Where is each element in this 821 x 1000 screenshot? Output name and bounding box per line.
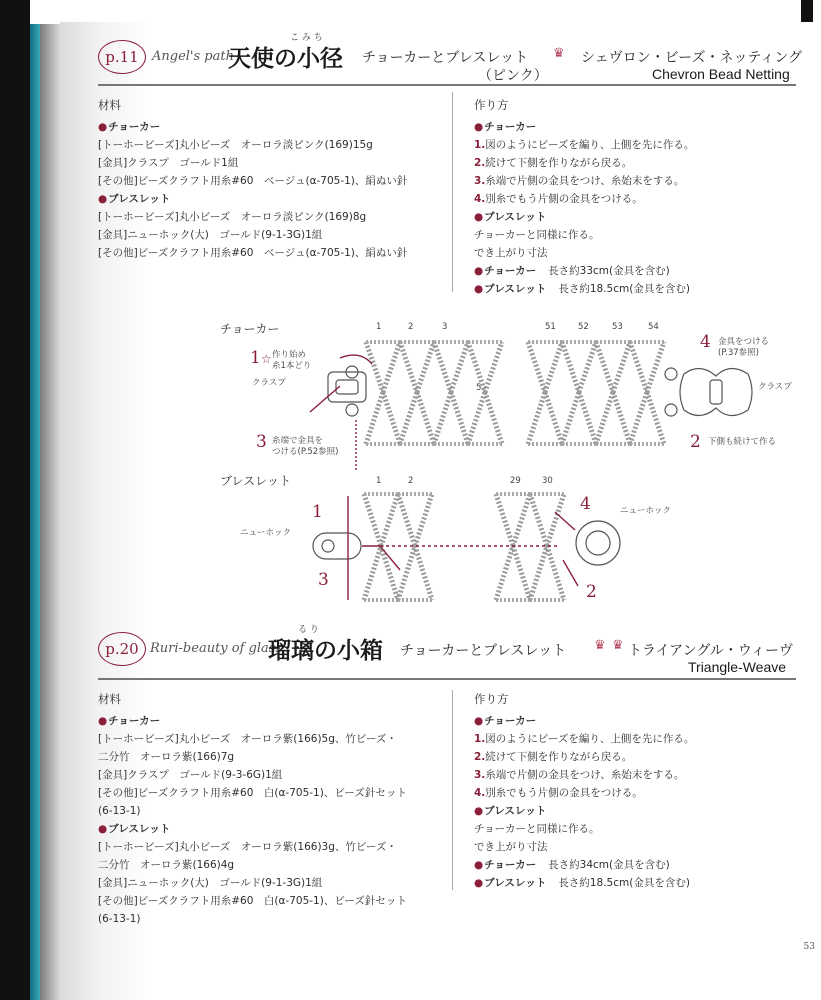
bead-strand — [596, 342, 613, 392]
clasps — [313, 366, 752, 565]
page-ref-badge — [98, 632, 146, 666]
hook-left-label: ニューホック — [240, 528, 292, 538]
step-number: 3. — [474, 769, 486, 781]
list-section-heading: ● チョーカー — [474, 712, 794, 730]
materials-heading: 材料 — [98, 692, 121, 706]
technique-en: Triangle-Weave — [688, 659, 787, 675]
step-2-number: 2 — [690, 432, 701, 452]
list-section-heading: ● ブレスレット — [98, 820, 448, 838]
size-value: 長さ約34cm(金具を含む) — [548, 859, 670, 871]
bead-strand — [545, 392, 562, 444]
column-number: 2 — [408, 476, 414, 486]
column-number: 2 — [408, 322, 414, 332]
bead-strand — [381, 494, 398, 546]
method-step — [474, 748, 794, 766]
size-value: 長さ約18.5cm(金具を含む) — [558, 283, 690, 295]
bead-strand — [545, 342, 562, 392]
bead-strand — [398, 494, 415, 546]
list-section-heading: ● ブレスレット — [474, 802, 794, 820]
bead-strand — [496, 546, 513, 600]
column-number: 1 — [376, 476, 382, 486]
clasp-left-label: クラスプ — [252, 378, 286, 388]
title-jp: 瑠璃の小箱 — [268, 638, 383, 664]
column-number: 1 — [376, 322, 382, 332]
bead-strand — [434, 342, 451, 392]
bead-strand — [383, 392, 400, 444]
step-number: 3. — [474, 175, 486, 187]
bead-strand — [451, 392, 468, 444]
bead-strand — [579, 342, 596, 392]
list-line: (6-13-1) — [98, 913, 141, 925]
list-line: でき上がり寸法 — [474, 841, 548, 853]
step-1-text: 1 — [250, 348, 261, 368]
step-number: 2. — [474, 751, 486, 763]
bead-strand — [366, 342, 383, 392]
subtitle-color: （ピンク） — [478, 68, 548, 84]
bead-strand — [417, 342, 434, 392]
list-line: (6-13-1) — [98, 805, 141, 817]
subtitle: チョーカーとブレスレット — [362, 50, 529, 66]
step-4-note — [718, 337, 769, 359]
subtitle: チョーカーとブレスレット — [400, 643, 567, 659]
list-section-heading: ● チョーカー — [98, 118, 448, 136]
choker-label: チョーカー — [220, 322, 280, 336]
list-line: [金具]ニューホック(大) ゴールド(9-1-3G)1組 — [98, 229, 323, 241]
bead-strand — [613, 392, 630, 444]
bead-strand — [381, 546, 398, 600]
left-clasp-ring — [346, 404, 358, 416]
finished-size — [474, 874, 794, 892]
list-line: [その他]ビーズクラフト用糸#60 ベージュ(α-705-1)、絹ぬい針 — [98, 247, 408, 259]
method-step — [474, 766, 794, 784]
step-number: 1. — [474, 733, 486, 745]
list-section-heading: ● ブレスレット — [98, 190, 448, 208]
bead-strand — [398, 546, 415, 600]
step-4-number: 4 — [700, 332, 711, 352]
technique-jp: トライアングル・ウィーヴ — [628, 643, 794, 659]
bead-strand — [485, 342, 502, 392]
list-section-heading: ● ブレスレット — [474, 208, 794, 226]
column-number: 53 — [612, 322, 623, 332]
bead-strand — [613, 342, 630, 392]
crown-icon: ♛ — [612, 638, 624, 653]
hook-left-ring — [322, 540, 334, 552]
list-line: [その他]ビーズクラフト用糸#60 白(α-705-1)、ビーズ針セット — [98, 895, 407, 907]
bead-strand — [630, 392, 647, 444]
bracelet-step-2: 2 — [586, 582, 597, 602]
bead-strand — [383, 342, 400, 392]
step-text: 続けて下側を作りながら戻る。 — [485, 751, 633, 763]
hook-right-label: ニューホック — [620, 506, 672, 516]
bead-strand — [596, 392, 613, 444]
clasp-right-label: クラスプ — [758, 382, 792, 392]
column-number: 52 — [578, 322, 589, 332]
step-number: 4. — [474, 787, 486, 799]
bead-strand — [485, 392, 502, 444]
method-heading: 作り方 — [474, 692, 509, 706]
list-line: [トーホービーズ]丸小ビーズ オーロラ紫(166)3g、竹ビーズ・ — [98, 841, 397, 853]
size-value: 長さ約18.5cm(金具を含む) — [558, 877, 690, 889]
thread-arrows — [310, 355, 578, 600]
right-clasp-ring — [665, 404, 677, 416]
hook-right-ring-inner — [586, 531, 610, 555]
title-en: Angel's path — [152, 49, 234, 64]
bead-strand — [434, 392, 451, 444]
bead-strand — [364, 546, 381, 600]
bead-strand — [513, 494, 530, 546]
bead-strand — [547, 546, 564, 600]
method-step — [474, 730, 794, 748]
step-2-note: 下側も続けて作る — [708, 437, 777, 447]
bead-strand — [647, 392, 664, 444]
size-label: ● ブレスレット — [474, 283, 546, 295]
list-section-heading: ● チョーカー — [98, 712, 448, 730]
step-3-note-line: つける(P.52参照) — [272, 447, 339, 457]
step-3-note — [272, 436, 338, 458]
list-line: [その他]ビーズクラフト用糸#60 白(α-705-1)、ビーズ針セット — [98, 787, 407, 799]
list-line: [金具]クラスプ ゴールド1組 — [98, 157, 239, 169]
bead-strand — [530, 546, 547, 600]
column-number: 54 — [648, 322, 659, 332]
list-line: チョーカーと同様に作る。 — [474, 823, 600, 835]
bracelet-step-1: 1 — [312, 502, 323, 522]
bead-strand — [562, 392, 579, 444]
size-label: ● ブレスレット — [474, 877, 546, 889]
crown-icon: ♛ — [553, 46, 565, 61]
step-4-note-line: (P.37参照) — [718, 348, 759, 358]
step-text: 糸端で片側の金具をつけ、糸始末をする。 — [485, 175, 685, 187]
step-1-number — [250, 348, 272, 368]
step-number: 1. — [474, 139, 486, 151]
title-ruby: こ み ち — [290, 33, 323, 43]
step-1-note-line: 糸1本どり — [272, 361, 312, 371]
turn-mark: 5 — [476, 383, 482, 393]
bow-clasp-shape — [680, 368, 752, 415]
step-text: 続けて下側を作りながら戻る。 — [485, 157, 633, 169]
list-line: 二分竹 オーロラ紫(166)7g — [98, 751, 235, 763]
materials-heading: 材料 — [98, 98, 121, 112]
technique-jp: シェヴロン・ビーズ・ネッティング — [581, 50, 803, 66]
page-ref-text: p.11 — [105, 48, 139, 66]
method-step — [474, 784, 794, 802]
step-text: 別糸でもう片側の金具をつける。 — [485, 787, 643, 799]
title-ruby: る り — [298, 625, 319, 635]
bead-strand — [417, 392, 434, 444]
step-text: 糸端で片側の金具をつけ、糸始末をする。 — [485, 769, 685, 781]
size-label: ● チョーカー — [474, 859, 536, 871]
column-divider — [452, 690, 453, 890]
list-line: [トーホービーズ]丸小ビーズ オーロラ淡ピンク(169)8g — [98, 211, 367, 223]
list-section-heading: ● チョーカー — [474, 118, 794, 136]
step-text: 別糸でもう片側の金具をつける。 — [485, 193, 643, 205]
size-label: ● チョーカー — [474, 265, 536, 277]
bead-strand — [366, 392, 383, 444]
method-heading: 作り方 — [474, 98, 509, 112]
bracelet-label: ブレスレット — [220, 474, 292, 488]
bead-strand — [530, 494, 547, 546]
column-number: 51 — [545, 322, 556, 332]
list-line: [トーホービーズ]丸小ビーズ オーロラ淡ピンク(169)15g — [98, 139, 373, 151]
page-ref-text: p.20 — [105, 640, 139, 658]
title-jp: 天使の小径 — [228, 46, 343, 72]
step-text: 図のようにビーズを編り、上側を先に作る。 — [485, 733, 695, 745]
materials-column — [98, 690, 448, 928]
bracelet-chevrons — [364, 494, 564, 600]
step-3-number: 3 — [256, 432, 267, 452]
section-divider — [98, 678, 796, 680]
bracelet-step-3: 3 — [318, 570, 329, 590]
finished-size — [474, 856, 794, 874]
bracelet-end-arrow — [555, 512, 575, 530]
crown-icon: ♛ — [594, 638, 606, 653]
list-line: [トーホービーズ]丸小ビーズ オーロラ紫(166)5g、竹ビーズ・ — [98, 733, 397, 745]
list-line: 二分竹 オーロラ紫(166)4g — [98, 859, 235, 871]
bead-strand — [562, 342, 579, 392]
column-number: 3 — [442, 322, 448, 332]
thread-left-line — [310, 386, 340, 412]
page-number: 53 — [803, 942, 815, 952]
step-number: 2. — [474, 157, 486, 169]
hook-left-shape — [313, 533, 361, 559]
bead-strand — [400, 392, 417, 444]
right-clasp-ring — [665, 368, 677, 380]
bow-clasp-center — [710, 380, 722, 404]
bead-strand — [630, 342, 647, 392]
step-text: 図のようにビーズを編り、上側を先に作る。 — [485, 139, 695, 151]
step-number: 4. — [474, 193, 486, 205]
method-column — [474, 690, 794, 892]
technique-en: Chevron Bead Netting — [652, 66, 790, 82]
column-number: 30 — [542, 476, 553, 486]
size-value: 長さ約33cm(金具を含む) — [548, 265, 670, 277]
choker-chevrons — [366, 342, 664, 444]
bead-strand — [415, 546, 432, 600]
list-line: [その他]ビーズクラフト用糸#60 ベージュ(α-705-1)、絹ぬい針 — [98, 175, 408, 187]
bead-strand — [647, 342, 664, 392]
step-1-note-line: 作り始め — [272, 350, 307, 360]
star-icon: ☆ — [260, 352, 272, 366]
column-number: 29 — [510, 476, 521, 486]
step-1-note — [272, 350, 311, 372]
bead-strand — [528, 392, 545, 444]
thread-start-arrow — [340, 355, 372, 364]
bead-strand — [415, 494, 432, 546]
list-line: チョーカーと同様に作る。 — [474, 229, 600, 241]
bead-strand — [547, 494, 564, 546]
list-line: [金具]ニューホック(大) ゴールド(9-1-3G)1組 — [98, 877, 323, 889]
bead-strand — [513, 546, 530, 600]
bead-strand — [400, 342, 417, 392]
list-line: [金具]クラスプ ゴールド(9-3-6G)1組 — [98, 769, 283, 781]
title-en: Ruri-beauty of glass — [150, 641, 283, 656]
bracelet-step-4: 4 — [580, 494, 591, 514]
bracelet-end-arrow-2 — [563, 560, 578, 586]
bead-strand — [364, 494, 381, 546]
bead-strand — [468, 392, 485, 444]
hook-right-ring-outer — [576, 521, 620, 565]
bead-strand — [496, 494, 513, 546]
left-clasp-shape — [328, 372, 366, 402]
step-4-note-line: 金具をつける — [718, 337, 770, 347]
step-3-note-line: 糸端で金具を — [272, 436, 324, 446]
list-line: でき上がり寸法 — [474, 247, 548, 259]
bead-strand — [579, 392, 596, 444]
bead-strand — [528, 342, 545, 392]
bead-strand — [451, 342, 468, 392]
